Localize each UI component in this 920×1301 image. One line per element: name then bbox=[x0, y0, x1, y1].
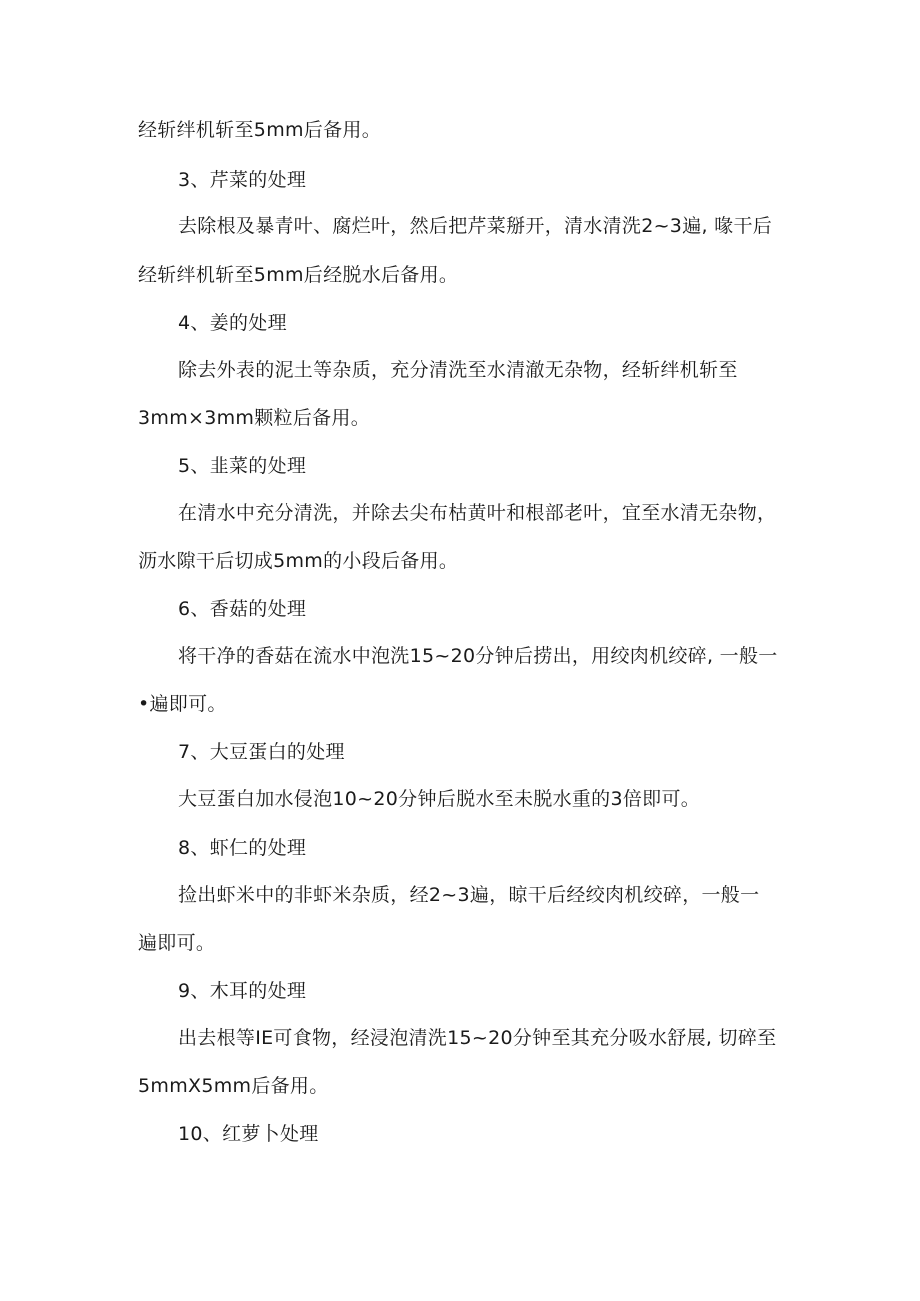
paragraph-line: 除去外表的泥土等杂质，充分清洗至水清澈无杂物，经斩绊机斩至 bbox=[178, 359, 738, 381]
paragraph-line: 经斩绊机斩至5mm后备用。 bbox=[138, 119, 382, 141]
section-heading-mushroom: 6、香菇的处理 bbox=[178, 598, 307, 620]
paragraph-line: 捡出虾米中的非虾米杂质，经2~3遍，晾干后经绞肉机绞碎，一般一 bbox=[178, 884, 760, 906]
section-heading-celery: 3、芹菜的处理 bbox=[178, 169, 307, 191]
paragraph-line: 遍即可。 bbox=[138, 932, 216, 954]
section-heading-shrimp: 8、虾仁的处理 bbox=[178, 837, 307, 859]
paragraph-line: 出去根等IE可食物，经浸泡清洗15~20分钟至其充分吸水舒展, 切碎至 bbox=[178, 1027, 777, 1049]
paragraph-line: 去除根及暴青叶、腐烂叶，然后把芹菜掰开，清水清洗2~3遍, 喙干后 bbox=[178, 215, 773, 237]
section-heading-wood-ear: 9、木耳的处理 bbox=[178, 980, 307, 1002]
paragraph-line: 3mm×3mm颗粒后备用。 bbox=[138, 407, 371, 429]
paragraph-line: •遍即可。 bbox=[138, 693, 227, 715]
section-heading-ginger: 4、姜的处理 bbox=[178, 312, 287, 334]
section-heading-chives: 5、韭菜的处理 bbox=[178, 455, 307, 477]
section-heading-carrot: 10、红萝卜处理 bbox=[178, 1123, 319, 1145]
section-heading-soy-protein: 7、大豆蛋白的处理 bbox=[178, 741, 345, 763]
paragraph-line: 在清水中充分清洗，并除去尖布枯黄叶和根部老叶，宜至水清无杂物， bbox=[178, 502, 777, 524]
paragraph-line: 大豆蛋白加水侵泡10~20分钟后脱水至未脱水重的3倍即可。 bbox=[178, 788, 701, 810]
paragraph-line: 经斩绊机斩至5mm后经脱水后备用。 bbox=[138, 264, 459, 286]
paragraph-line: 5mmX5mm后备用。 bbox=[138, 1075, 329, 1097]
paragraph-line: 将干净的香菇在流水中泡洗15~20分钟后捞出，用绞肉机绞碎, 一般一 bbox=[178, 645, 778, 667]
paragraph-line: 沥水隙干后切成5mm的小段后备用。 bbox=[138, 550, 459, 572]
